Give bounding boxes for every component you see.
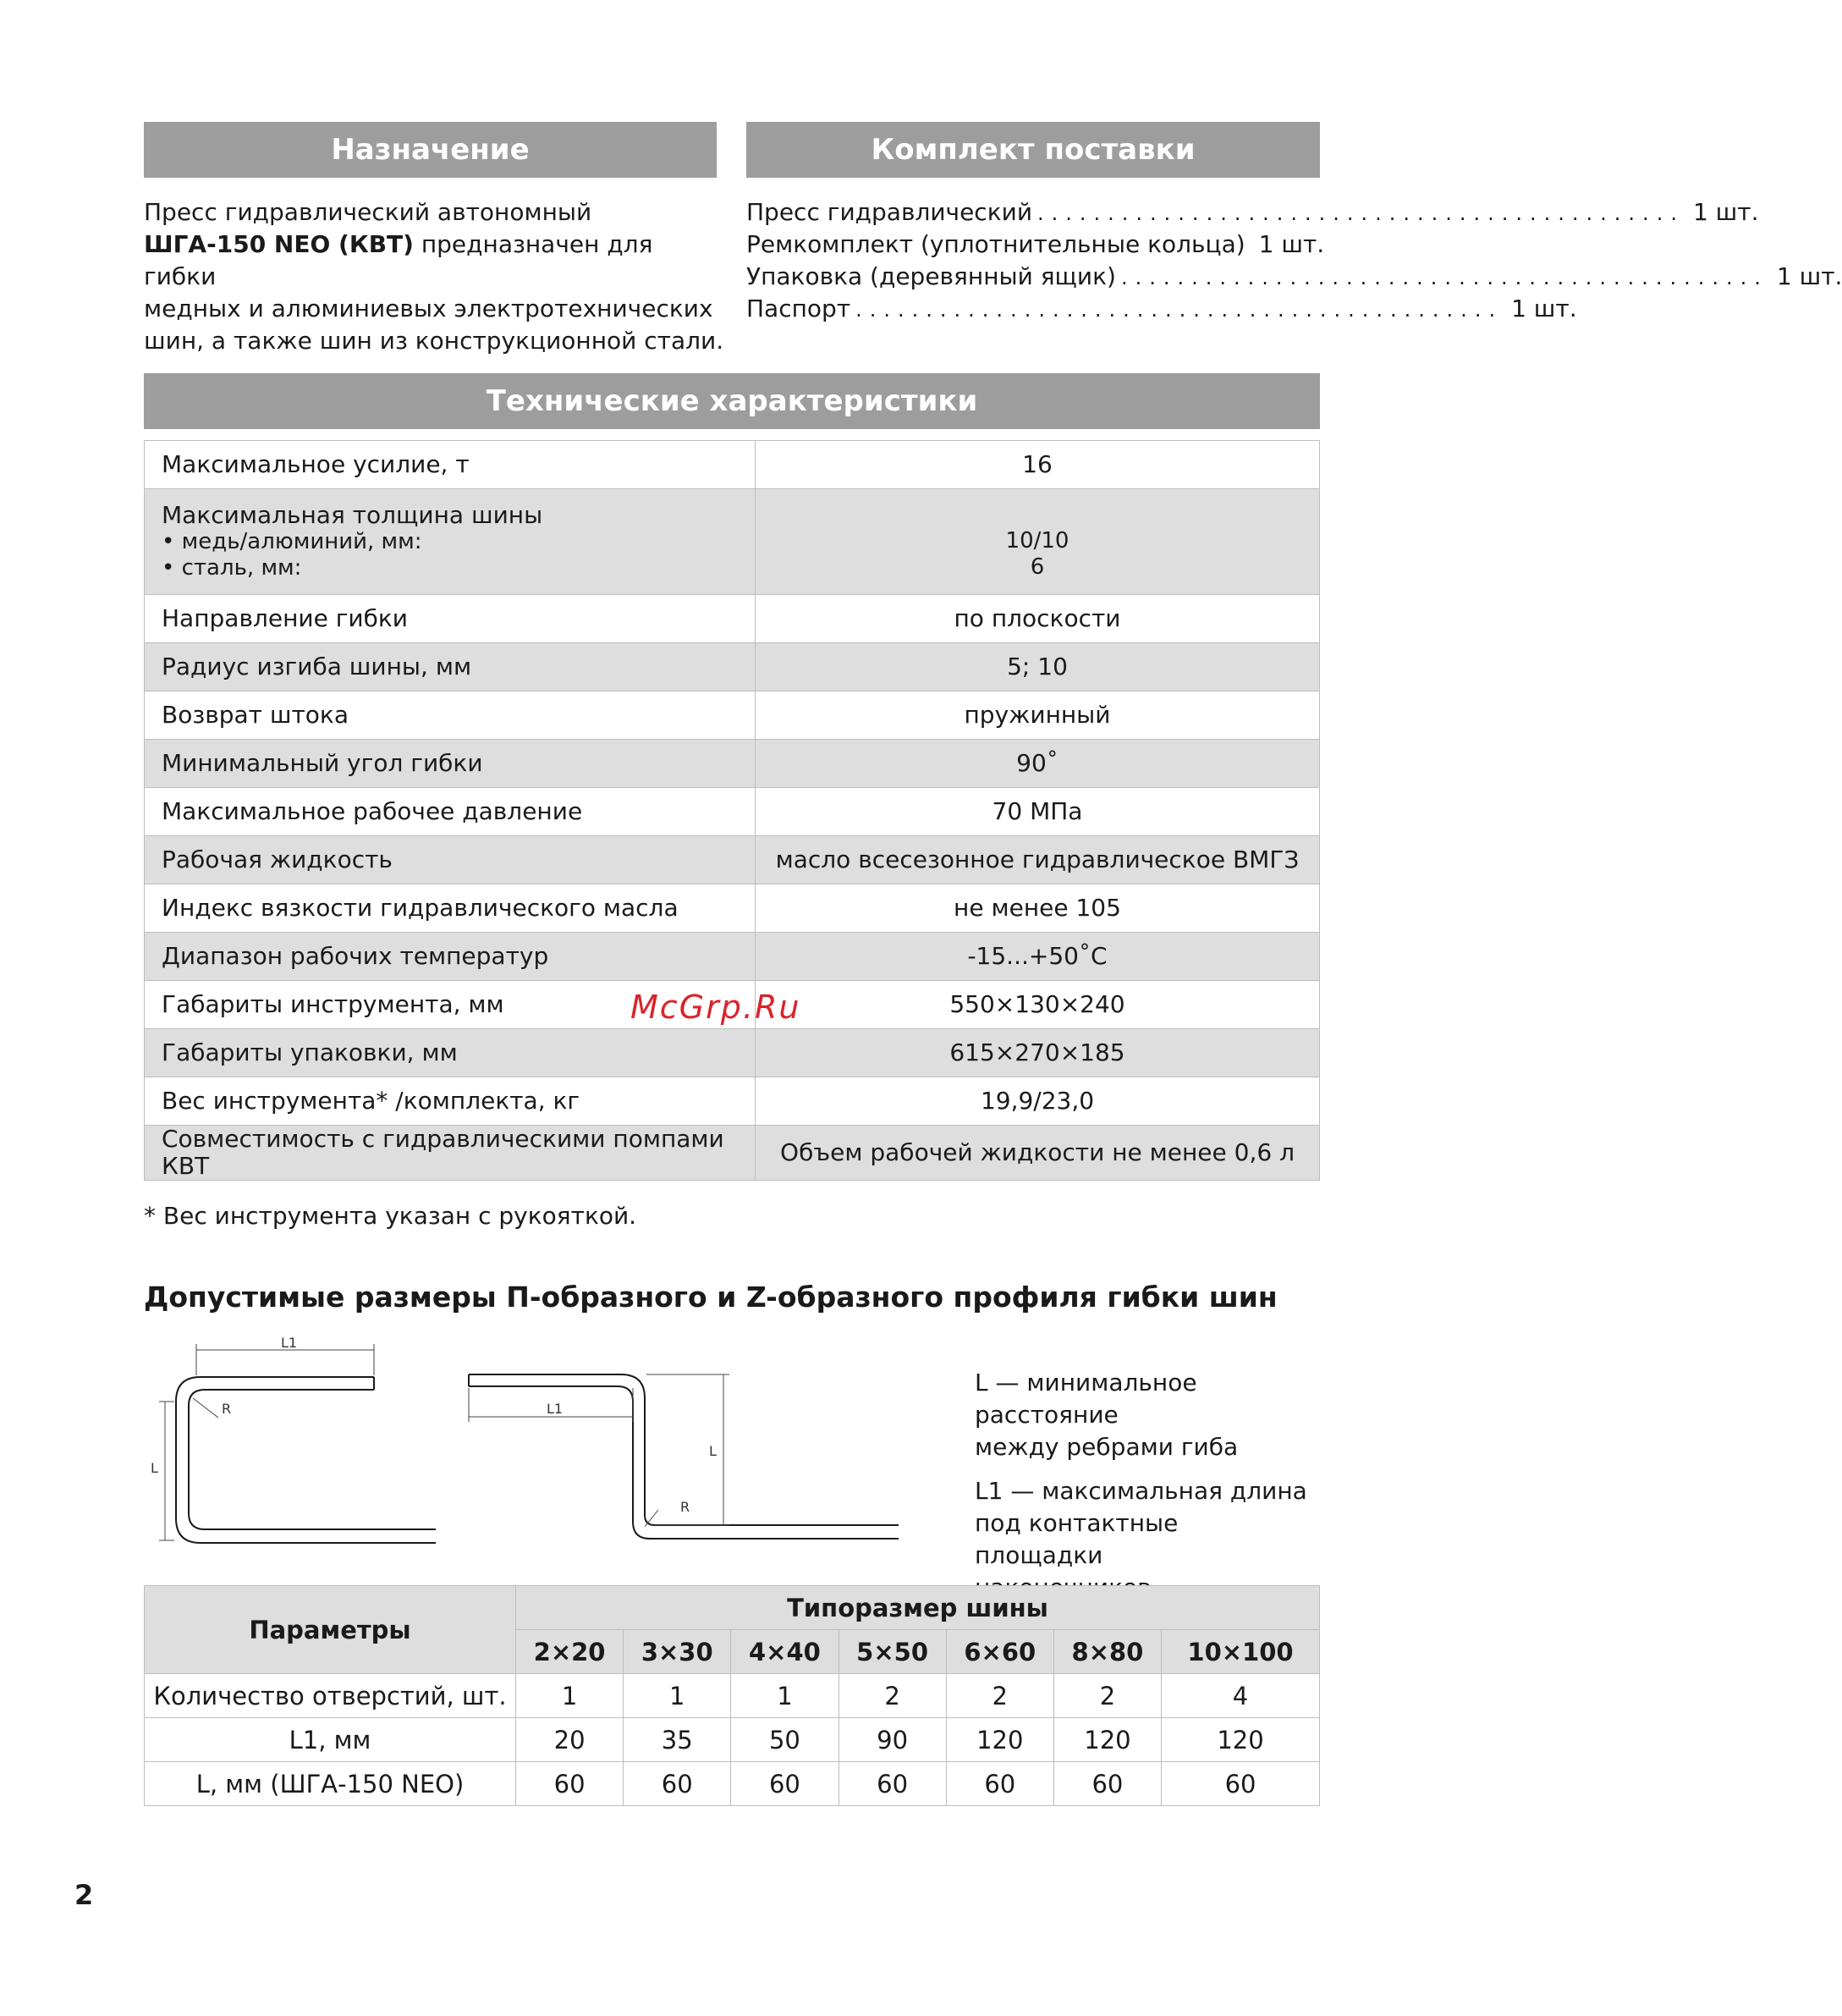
kit-item-name: Паспорт (746, 295, 851, 322)
spec-value: масло всесезонное гидравлическое ВМГЗ (756, 836, 1320, 884)
kit-item-qty: 1 шт. (1511, 295, 1577, 322)
profiles-title: Допустимые размеры П-образного и Z-образного профиля гибки шин (144, 1281, 1278, 1314)
spec-row (145, 643, 1320, 691)
spec-label: Радиус изгиба шины, мм (145, 643, 756, 691)
cell: 1 (731, 1674, 839, 1718)
spec-label-sub-copper: • медь/алюминий, мм: (162, 529, 422, 554)
spec-label-main: Максимальная толщина шины (162, 501, 543, 529)
spec-row (145, 884, 1320, 933)
cell: 2 (1053, 1674, 1161, 1718)
spec-value: пружинный (756, 691, 1320, 740)
spec-value: 90˚ (756, 740, 1320, 788)
size-header: 6×60 (946, 1630, 1053, 1674)
table-row (145, 1718, 1320, 1762)
purpose-line-1: Пресс гидравлический автономный (144, 198, 592, 226)
spec-value: не менее 105 (756, 884, 1320, 933)
profiles-legend (975, 1367, 1313, 1604)
kit-item-name: Ремкомплект (уплотнительные кольца) (746, 230, 1245, 258)
spec-label: Диапазон рабочих температур (145, 933, 756, 981)
label-R: R (222, 1401, 232, 1417)
sizes-table (144, 1585, 1320, 1806)
size-header: 8×80 (1053, 1630, 1161, 1674)
legend-L1-line-1: L1 — максимальная длина (975, 1477, 1307, 1505)
label-L: L (151, 1460, 158, 1476)
cell: 60 (516, 1762, 624, 1806)
kit-item-qty: 1 шт. (1776, 262, 1842, 290)
spec-row (145, 441, 1320, 489)
spec-value-steel: 6 (1030, 554, 1045, 580)
spec-row (145, 1126, 1320, 1181)
label-L: L (709, 1443, 717, 1459)
spec-label-sub-steel: • сталь, мм: (162, 555, 302, 581)
specs-table (144, 440, 1320, 1181)
cell: 20 (516, 1718, 624, 1762)
spec-label (145, 489, 756, 595)
spec-value: 615×270×185 (756, 1029, 1320, 1077)
cell: 1 (516, 1674, 624, 1718)
cell: 90 (839, 1718, 946, 1762)
spec-label: Габариты инструмента, мм (145, 981, 756, 1029)
watermark: McGrp.Ru (630, 989, 801, 1026)
size-header: 4×40 (731, 1630, 839, 1674)
spec-row (145, 595, 1320, 643)
kit-item (746, 229, 1325, 261)
spec-row (145, 788, 1320, 836)
purpose-text (144, 196, 728, 357)
cell: 1 (624, 1674, 731, 1718)
cell: 60 (839, 1762, 946, 1806)
cell: 50 (731, 1718, 839, 1762)
spec-value: -15...+50˚С (756, 933, 1320, 981)
spec-value: по плоскости (756, 595, 1320, 643)
sizes-header-row (145, 1586, 1320, 1630)
kit-item (746, 261, 1842, 293)
cell: 60 (1162, 1762, 1320, 1806)
leader-dots: .............................................. (1037, 201, 1685, 225)
leader-dots: .............................................. (1120, 266, 1768, 289)
spec-value (756, 489, 1320, 595)
legend-L-line-1: L — минимальное расстояние (975, 1369, 1197, 1429)
purpose-line-3: медных и алюминиевых электротехнических (144, 295, 713, 322)
purpose-line-4: шин, а также шин из конструкционной стали. (144, 327, 724, 355)
group-header: Типоразмер шины (516, 1586, 1320, 1630)
spec-value: 19,9/23,0 (756, 1077, 1320, 1126)
label-R: R (680, 1499, 690, 1515)
cell: 2 (839, 1674, 946, 1718)
row-name: L1, мм (145, 1718, 516, 1762)
size-header: 2×20 (516, 1630, 624, 1674)
legend-L-line-2: между ребрами гиба (975, 1433, 1239, 1461)
kit-item-qty: 1 шт. (1258, 230, 1325, 258)
purpose-header: Назначение (144, 122, 717, 178)
spec-value-copper: 10/10 (1005, 528, 1069, 554)
leader-dots: .............................................. (855, 298, 1504, 322)
cell: 60 (946, 1762, 1053, 1806)
spec-row (145, 836, 1320, 884)
model-name: ШГА-150 NEO (КВТ) (144, 230, 414, 258)
cell: 60 (1053, 1762, 1161, 1806)
label-L1: L1 (547, 1401, 564, 1417)
spec-row (145, 740, 1320, 788)
spec-row (145, 691, 1320, 740)
table-row (145, 1762, 1320, 1806)
spec-label: Совместимость с гидравлическими помпами КВТ (145, 1126, 756, 1181)
cell: 2 (946, 1674, 1053, 1718)
cell: 120 (946, 1718, 1053, 1762)
kit-list (746, 196, 1842, 325)
label-L1: L1 (281, 1335, 298, 1351)
u-profile-diagram (144, 1337, 448, 1566)
spec-value: 5; 10 (756, 643, 1320, 691)
spec-label: Направление гибки (145, 595, 756, 643)
spec-row (145, 1029, 1320, 1077)
kit-item-qty: 1 шт. (1692, 198, 1759, 226)
spec-label: Вес инструмента* /комплекта, кг (145, 1077, 756, 1126)
spec-label: Возврат штока (145, 691, 756, 740)
spec-label: Максимальное усилие, т (145, 441, 756, 489)
z-profile-diagram (467, 1363, 907, 1557)
legend-L1-line-2: под контактные площадки (975, 1509, 1179, 1569)
cell: 120 (1053, 1718, 1161, 1762)
table-row (145, 1674, 1320, 1718)
spec-label: Максимальное рабочее давление (145, 788, 756, 836)
spec-value: 550×130×240 (756, 981, 1320, 1029)
kit-item (746, 196, 1759, 229)
kit-item-name: Упаковка (деревянный ящик) (746, 262, 1116, 290)
size-header: 3×30 (624, 1630, 731, 1674)
spec-row (145, 933, 1320, 981)
cell: 60 (731, 1762, 839, 1806)
cell: 120 (1162, 1718, 1320, 1762)
spec-row (145, 489, 1320, 595)
spec-value: 16 (756, 441, 1320, 489)
page-number: 2 (74, 1879, 94, 1911)
cell: 4 (1162, 1674, 1320, 1718)
spec-label: Рабочая жидкость (145, 836, 756, 884)
spec-value: Объем рабочей жидкости не менее 0,6 л (756, 1126, 1320, 1181)
specs-footnote: * Вес инструмента указан с рукояткой. (144, 1202, 637, 1230)
kit-header: Комплект поставки (746, 122, 1320, 178)
param-header: Параметры (145, 1586, 516, 1674)
spec-label: Индекс вязкости гидравлического масла (145, 884, 756, 933)
spec-value: 70 МПа (756, 788, 1320, 836)
specs-header: Технические характеристики (144, 373, 1320, 429)
spec-row (145, 1077, 1320, 1126)
kit-item-name: Пресс гидравлический (746, 198, 1033, 226)
kit-item (746, 293, 1577, 325)
row-name: L, мм (ШГА-150 NEO) (145, 1762, 516, 1806)
size-header: 10×100 (1162, 1630, 1320, 1674)
row-name: Количество отверстий, шт. (145, 1674, 516, 1718)
cell: 60 (624, 1762, 731, 1806)
purpose-line-2-rest: предназначен для гибки (144, 230, 653, 290)
purpose-line-2 (144, 229, 728, 293)
size-header: 5×50 (839, 1630, 946, 1674)
spec-label: Габариты упаковки, мм (145, 1029, 756, 1077)
spec-label: Минимальный угол гибки (145, 740, 756, 788)
cell: 35 (624, 1718, 731, 1762)
